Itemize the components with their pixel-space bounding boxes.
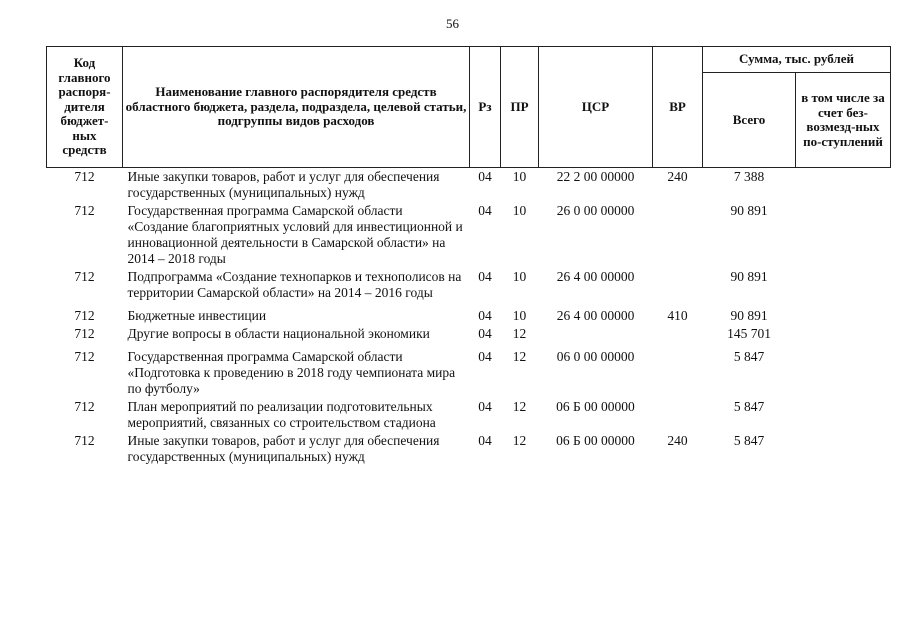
cell-vr: [653, 268, 703, 302]
cell-grants: [796, 268, 891, 302]
table-row: [47, 398, 891, 432]
cell-pr: 10: [512, 308, 527, 323]
cell-csr: 26 4 00 00000: [556, 269, 635, 284]
table-row: [47, 268, 891, 302]
cell-csr: 26 0 00 00000: [556, 203, 635, 218]
cell-pr: 10: [512, 269, 527, 284]
cell-code: 712: [74, 326, 95, 341]
cell-grants: [796, 398, 891, 432]
cell-grants: [796, 202, 891, 268]
header-code: Код главного распоря-дителя бюджет-ных средств: [47, 47, 123, 168]
cell-csr: 06 Б 00 00000: [556, 433, 635, 448]
header-csr: ЦСР: [539, 47, 653, 168]
cell-vr: 240: [667, 433, 688, 448]
cell-rz: 04: [478, 349, 492, 364]
cell-code: 712: [74, 308, 95, 323]
cell-rz: 04: [478, 169, 492, 184]
cell-vr: [653, 343, 703, 398]
cell-name: Государственная программа Самарской области «Подготовка к проведению в 2018 году чемпионата мира по футболу»: [127, 349, 456, 396]
table-row: [47, 343, 891, 398]
cell-name: План мероприятий по реализации подготовительных мероприятий, связанных со строительством стадиона: [127, 399, 436, 430]
table-row: [47, 202, 891, 268]
cell-total: 90 891: [730, 269, 768, 284]
cell-grants: [796, 343, 891, 398]
header-sum-group: Сумма, тыс. рублей: [703, 47, 891, 73]
cell-csr: 06 0 00 00000: [556, 349, 635, 364]
header-total: Всего: [703, 73, 796, 168]
cell-grants: [796, 302, 891, 325]
cell-code: 712: [74, 399, 95, 414]
table-row: [47, 325, 891, 343]
cell-rz: 04: [478, 308, 492, 323]
cell-grants: [796, 432, 891, 466]
header-pr: ПР: [501, 47, 539, 168]
cell-pr: 10: [512, 169, 527, 184]
cell-csr: 06 Б 00 00000: [556, 399, 635, 414]
cell-rz: 04: [478, 399, 492, 414]
cell-vr: [653, 325, 703, 343]
cell-name: Другие вопросы в области национальной экономики: [127, 326, 430, 341]
cell-total: 7 388: [733, 169, 765, 184]
header-vr: ВР: [653, 47, 703, 168]
table-row: [47, 168, 891, 203]
cell-pr: 12: [512, 349, 527, 364]
cell-code: 712: [74, 349, 95, 364]
cell-rz: 04: [478, 433, 492, 448]
cell-vr: [653, 202, 703, 268]
cell-total: 5 847: [733, 349, 765, 364]
cell-csr: 26 4 00 00000: [556, 308, 635, 323]
cell-name: Иные закупки товаров, работ и услуг для обеспечения государственных (муниципальных) нужд: [127, 433, 440, 464]
cell-pr: 12: [512, 433, 527, 448]
cell-code: 712: [74, 269, 95, 284]
cell-code: 712: [74, 169, 95, 184]
header-name: Наименование главного распорядителя средств областного бюджета, раздела, подраздела, целевой статьи, подгруппы видов расходов: [123, 47, 470, 168]
cell-name: Государственная программа Самарской области «Создание благоприятных условий для инвестиционной и инновационной деятельности в Самарской области» на 2014 – 2018 годы: [127, 203, 463, 266]
cell-pr: 12: [512, 399, 527, 414]
cell-grants: [796, 168, 891, 203]
cell-code: 712: [74, 203, 95, 218]
cell-vr: 410: [667, 308, 688, 323]
cell-rz: 04: [478, 203, 492, 218]
page-number: 56: [446, 16, 459, 31]
cell-total: 5 847: [733, 399, 765, 414]
cell-vr: [653, 398, 703, 432]
cell-rz: 04: [478, 269, 492, 284]
cell-pr: 12: [512, 326, 527, 341]
cell-csr: 22 2 00 00000: [556, 169, 635, 184]
cell-vr: 240: [667, 169, 688, 184]
cell-total: 90 891: [730, 203, 768, 218]
header-grants: в том числе за счет без-возмезд-ных по-ступлений: [796, 73, 891, 168]
table-row: [47, 432, 891, 466]
cell-total: 145 701: [727, 326, 771, 341]
budget-table: [46, 46, 891, 466]
cell-name: Бюджетные инвестиции: [127, 308, 267, 323]
header-rz: Рз: [470, 47, 501, 168]
cell-csr: [539, 325, 653, 343]
cell-name: Подпрограмма «Создание технопарков и технополисов на территории Самарской области» на 2014 – 2016 годы: [127, 269, 462, 300]
table-row: [47, 302, 891, 325]
cell-rz: 04: [478, 326, 492, 341]
cell-total: 5 847: [733, 433, 765, 448]
cell-pr: 10: [512, 203, 527, 218]
cell-code: 712: [74, 433, 95, 448]
cell-total: 90 891: [730, 308, 768, 323]
cell-name: Иные закупки товаров, работ и услуг для обеспечения государственных (муниципальных) нужд: [127, 169, 440, 200]
cell-grants: [796, 325, 891, 343]
